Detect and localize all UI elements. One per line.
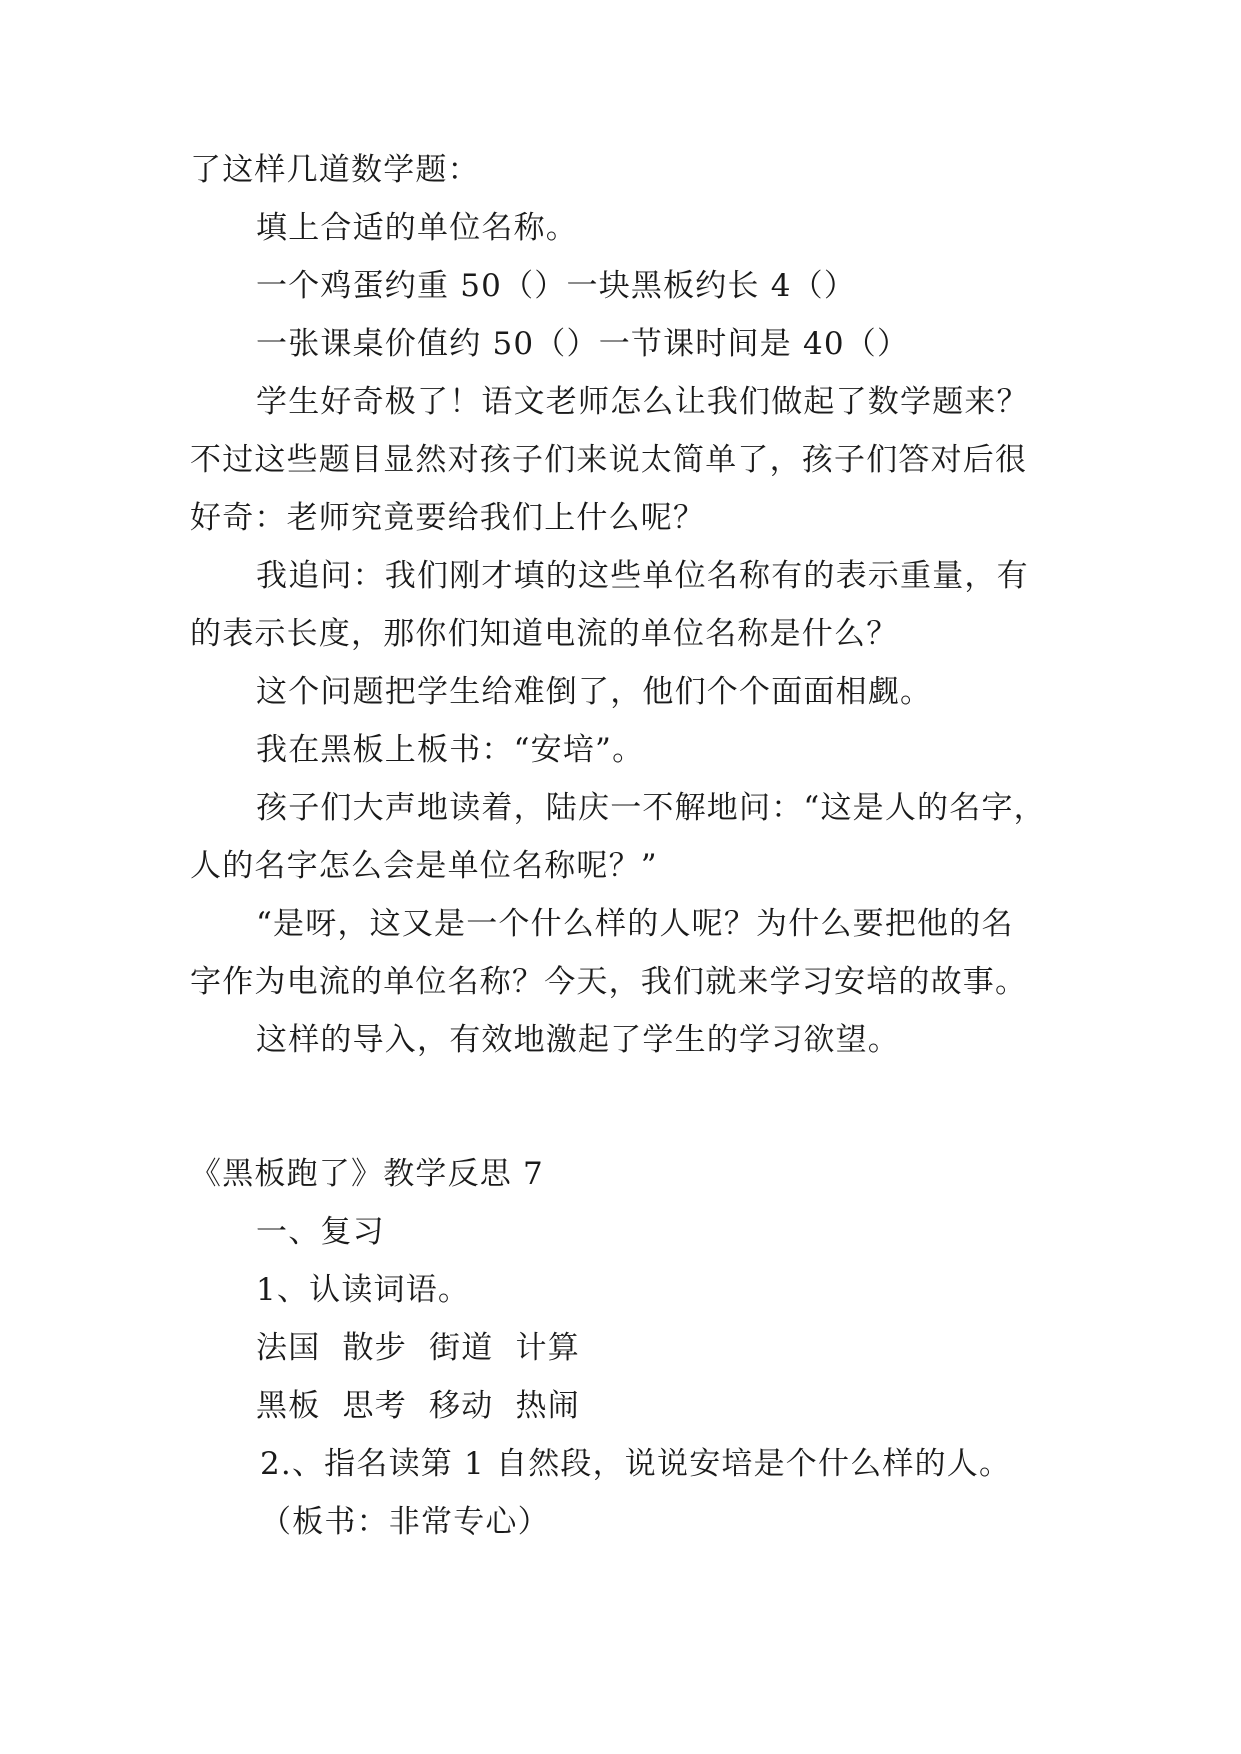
paragraph-line: 的表示长度，那你们知道电流的单位名称是什么？ <box>190 616 899 652</box>
paragraph-line: 了这样几道数学题： <box>190 152 480 188</box>
paragraph-line: 好奇：老师究竟要给我们上什么呢？ <box>190 500 706 536</box>
paragraph-line: 人的名字怎么会是单位名称呢？” <box>190 848 658 884</box>
blackboard-note: （板书：非常专心） <box>260 1504 550 1540</box>
paragraph-line: 字作为电流的单位名称？今天，我们就来学习安培的故事。 <box>190 964 1028 1000</box>
math-question-line: 一个鸡蛋约重 50（）一块黑板约长 4（） <box>256 268 857 304</box>
paragraph-line: 填上合适的单位名称。 <box>256 210 578 246</box>
paragraph-line: 我追问：我们刚才填的这些单位名称有的表示重量，有 <box>256 558 1029 594</box>
section-heading: 《黑板跑了》教学反思 7 <box>190 1156 544 1192</box>
word-list: 黑板 思考 移动 热闹 <box>256 1388 580 1424</box>
paragraph-line: 孩子们大声地读着，陆庆一不解地问：“这是人的名字， <box>256 790 1046 826</box>
math-question-line: 一张课桌价值约 50（）一节课时间是 40（） <box>256 326 910 362</box>
paragraph-line: “是呀，这又是一个什么样的人呢？为什么要把他的名 <box>256 906 1014 942</box>
subsection-heading: 一、复习 <box>256 1214 385 1250</box>
paragraph-line: 不过这些题目显然对孩子们来说太简单了，孩子们答对后很 <box>190 442 1028 478</box>
list-item: 1、认读词语。 <box>256 1272 471 1308</box>
paragraph-line: 这样的导入，有效地激起了学生的学习欲望。 <box>256 1022 900 1058</box>
paragraph-line: 这个问题把学生给难倒了，他们个个面面相觑。 <box>256 674 933 710</box>
paragraph-line: 学生好奇极了！语文老师怎么让我们做起了数学题来？ <box>256 384 1029 420</box>
word-list: 法国 散步 街道 计算 <box>256 1330 580 1366</box>
list-item: 2.、指名读第 1 自然段，说说安培是个什么样的人。 <box>260 1446 1012 1482</box>
paragraph-line: 我在黑板上板书：“安培”。 <box>256 732 645 768</box>
